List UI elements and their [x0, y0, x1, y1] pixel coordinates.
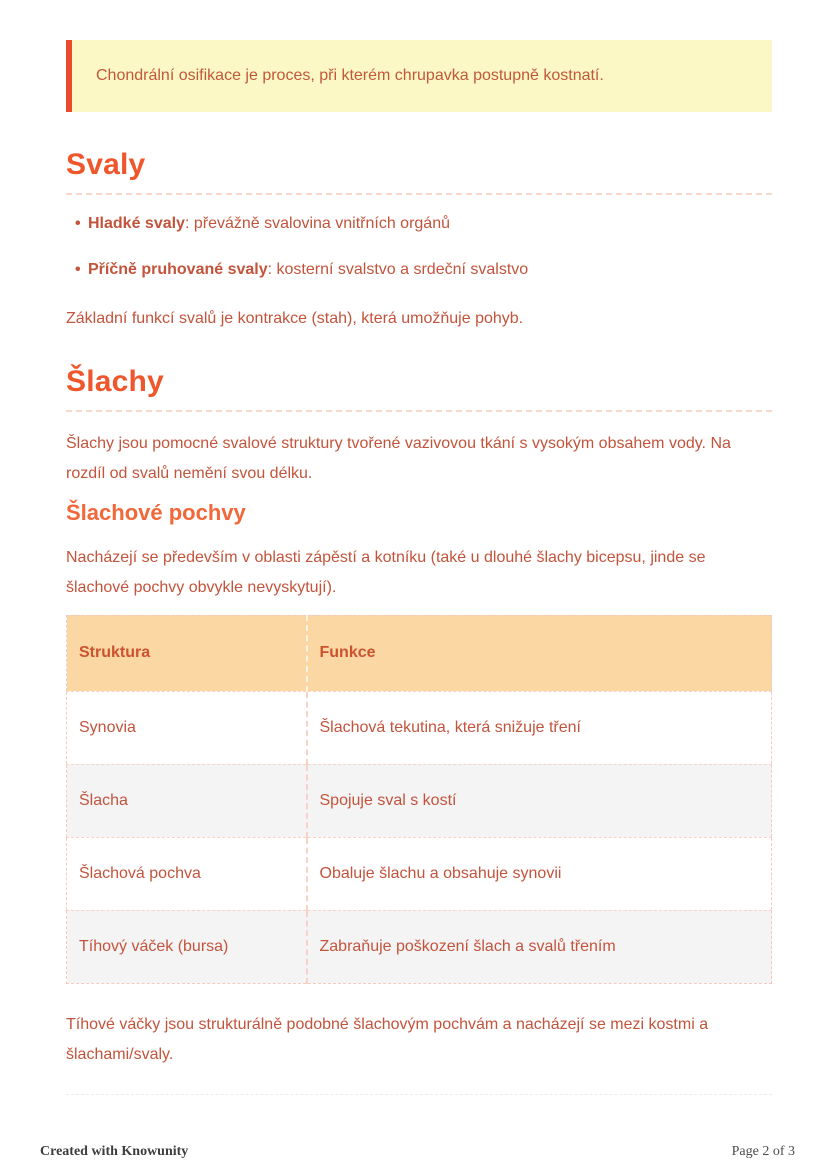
table-row	[67, 910, 772, 983]
list-item	[88, 213, 772, 235]
cell-structure: Šlacha	[67, 764, 307, 837]
callout-box	[66, 40, 772, 112]
list-item	[88, 259, 772, 281]
page-number: Page 2 of 3	[731, 1144, 795, 1159]
cell-structure: Tíhový váček (bursa)	[67, 910, 307, 983]
column-header-funkce: Funkce	[307, 615, 772, 691]
bullet-term: Příčně pruhované svaly	[88, 260, 268, 278]
table-header-row	[67, 615, 772, 691]
cell-function: Spojuje sval s kostí	[307, 764, 772, 837]
cell-function: Šlachová tekutina, která snižuje tření	[307, 691, 772, 764]
cell-structure: Šlachová pochva	[67, 837, 307, 910]
footer-branding: Created with Knowunity	[40, 1144, 189, 1159]
heading-svaly: Svaly	[66, 147, 772, 195]
cell-function: Obaluje šlachu a obsahuje synovii	[307, 837, 772, 910]
cell-structure: Synovia	[67, 691, 307, 764]
cell-function: Zabraňuje poškození šlach a svalů třením	[307, 910, 772, 983]
svaly-bullet-list	[66, 213, 772, 280]
table-row	[67, 691, 772, 764]
table-row	[67, 764, 772, 837]
structure-function-table	[66, 615, 772, 984]
bullet-rest: : kosterní svalstvo a srdeční svalstvo	[267, 260, 529, 278]
section-divider	[66, 1094, 772, 1095]
slachy-paragraph: Šlachy jsou pomocné svalové struktury tvořené vazivovou tkání s vysokým obsahem vody. Na rozdíl od svalů nemění svou délku.	[66, 435, 731, 483]
page-footer	[40, 1144, 795, 1160]
column-header-struktura: Struktura	[67, 615, 307, 691]
heading-slachy: Šlachy	[66, 364, 772, 412]
table-row	[67, 837, 772, 910]
heading-slachove-pochvy: Šlachové pochvy	[66, 500, 246, 526]
bullet-term: Hladké svaly	[88, 215, 185, 232]
closing-paragraph: Tíhové váčky jsou strukturálně podobné šlachovým pochvám a nacházejí se mezi kostmi a šlachami/svaly.	[66, 1015, 709, 1063]
svaly-paragraph: Základní funkcí svalů je kontrakce (stah), která umožňuje pohyb.	[66, 310, 524, 328]
callout-text: Chondrální osifikace je proces, při kterém chrupavka postupně kostnatí.	[96, 66, 604, 84]
slachove-pochvy-paragraph: Nacházejí se především v oblasti zápěstí a kotníku (také u dlouhé šlachy bicepsu, jinde se šlachové pochvy obvykle nevyskytují).	[66, 548, 706, 596]
bullet-rest: : převážně svalovina vnitřních orgánů	[184, 215, 450, 232]
